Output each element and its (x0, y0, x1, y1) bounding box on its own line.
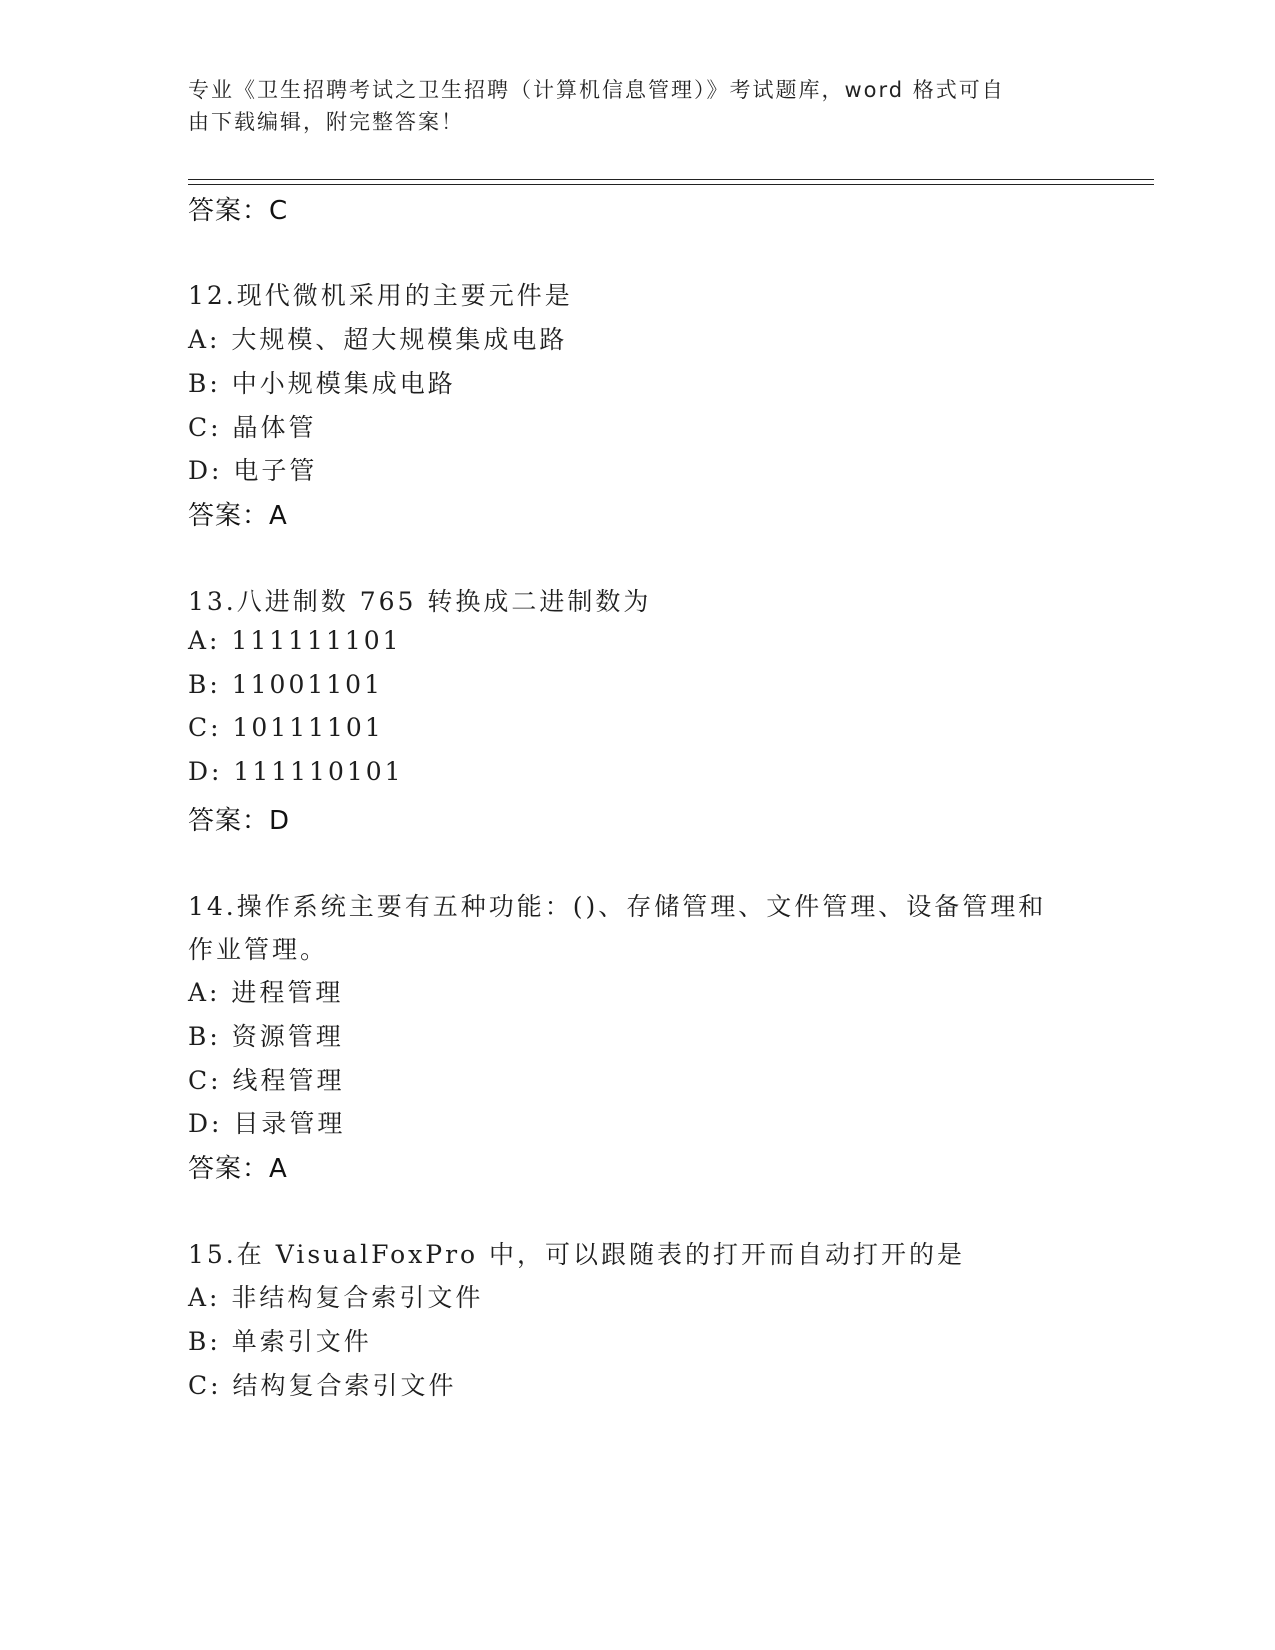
question-15-option-a: A: 非结构复合索引文件 (188, 1283, 484, 1312)
question-13-option-b: B: 11001101 (188, 670, 383, 699)
header-divider-bottom (188, 184, 1154, 185)
question-14-option-b: B: 资源管理 (188, 1022, 344, 1051)
question-12-option-b: B: 中小规模集成电路 (188, 369, 456, 398)
header-divider-top (188, 179, 1154, 180)
question-15-option-c: C: 结构复合索引文件 (188, 1371, 457, 1400)
header-line-1: 专业《卫生招聘考试之卫生招聘（计算机信息管理）》考试题库，word 格式可自 (188, 78, 1005, 102)
question-15-stem: 15.在 VisualFoxPro 中，可以跟随表的打开而自动打开的是 (188, 1240, 966, 1269)
question-13-option-a: A: 111111101 (188, 626, 402, 655)
question-14-option-d: D: 目录管理 (188, 1109, 346, 1138)
question-12-answer: 答案：A (188, 501, 288, 531)
question-12-option-d: D: 电子管 (188, 456, 318, 485)
question-13-answer: 答案：D (188, 806, 291, 836)
question-15-option-b: B: 单索引文件 (188, 1327, 372, 1356)
question-12-option-a: A: 大规模、超大规模集成电路 (188, 325, 568, 354)
question-12-stem: 12.现代微机采用的主要元件是 (188, 281, 573, 310)
question-14-option-c: C: 线程管理 (188, 1066, 345, 1095)
header-line-2: 由下载编辑，附完整答案！ (188, 110, 464, 134)
question-14-stem-line-1: 14.操作系统主要有五种功能：()、存储管理、文件管理、设备管理和 (188, 892, 1047, 921)
answer-prev: 答案：C (188, 196, 289, 226)
document-header (188, 74, 1068, 138)
question-13-option-d: D: 111110101 (188, 757, 404, 786)
question-14-option-a: A: 进程管理 (188, 978, 344, 1007)
question-14-stem-line-2: 作业管理。 (188, 935, 329, 964)
question-12-option-c: C: 晶体管 (188, 413, 317, 442)
question-13-option-c: C: 10111101 (188, 713, 384, 742)
question-14-answer: 答案：A (188, 1154, 288, 1184)
question-13-stem: 13.八进制数 765 转换成二进制数为 (188, 587, 652, 616)
